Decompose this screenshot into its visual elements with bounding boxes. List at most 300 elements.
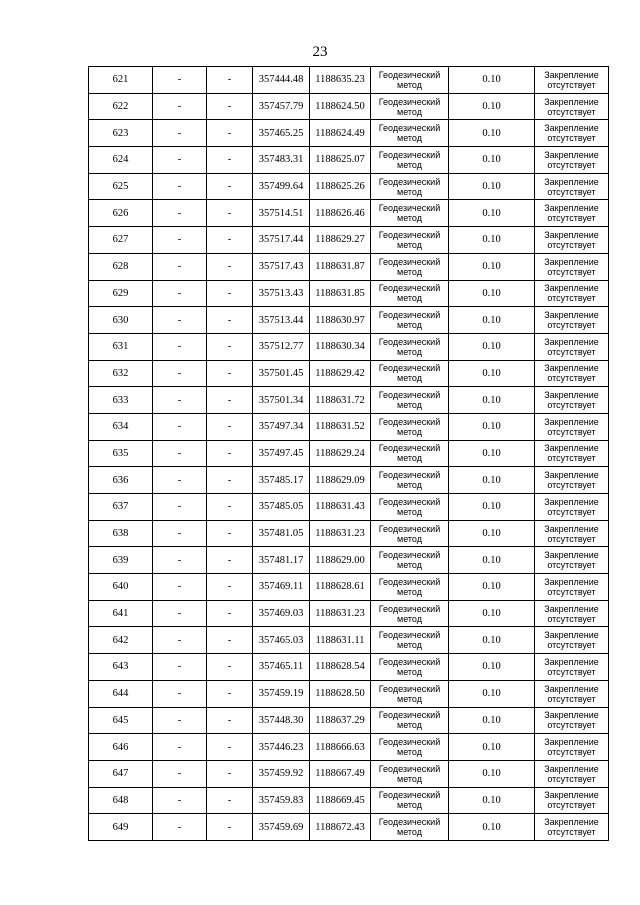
fixation-cell-line: отсутствует	[547, 239, 596, 250]
y-coordinate-cell: 1188630.34	[310, 333, 371, 360]
empty-cell: -	[153, 814, 207, 841]
method-cell-line: метод	[397, 79, 422, 90]
point-number-cell: 631	[89, 333, 153, 360]
empty-cell: -	[207, 734, 253, 761]
empty-cell: -	[207, 253, 253, 280]
method-cell	[371, 387, 449, 414]
table-row	[89, 93, 609, 120]
fixation-cell-line: Закрепление	[544, 470, 599, 481]
x-coordinate-cell: 357481.05	[253, 520, 310, 547]
fixation-cell-line: отсутствует	[547, 560, 596, 571]
fixation-cell-line: отсутствует	[547, 266, 596, 277]
fixation-cell	[535, 680, 609, 707]
method-cell-line: Геодезический	[378, 336, 441, 347]
method-cell-line: метод	[397, 320, 422, 331]
table-row	[89, 680, 609, 707]
empty-cell: -	[153, 67, 207, 94]
method-cell-line: метод	[397, 506, 422, 517]
table-row	[89, 574, 609, 601]
y-coordinate-cell: 1188631.72	[310, 387, 371, 414]
fixation-cell-line: Закрепление	[544, 763, 599, 774]
method-cell	[371, 227, 449, 254]
empty-cell: -	[207, 760, 253, 787]
empty-cell: -	[207, 627, 253, 654]
empty-cell: -	[153, 494, 207, 521]
method-cell	[371, 147, 449, 174]
method-cell	[371, 173, 449, 200]
fixation-cell	[535, 360, 609, 387]
method-cell	[371, 680, 449, 707]
y-coordinate-cell: 1188669.45	[310, 787, 371, 814]
fixation-cell-line: Закрепление	[544, 603, 599, 614]
method-cell-line: метод	[397, 560, 422, 571]
method-cell-line: метод	[397, 720, 422, 731]
accuracy-cell: 0.10	[449, 227, 535, 254]
empty-cell: -	[207, 147, 253, 174]
empty-cell: -	[207, 280, 253, 307]
fixation-cell-line: отсутствует	[547, 79, 596, 90]
method-cell-line: Геодезический	[378, 470, 441, 481]
empty-cell: -	[153, 253, 207, 280]
accuracy-cell: 0.10	[449, 707, 535, 734]
fixation-cell	[535, 707, 609, 734]
empty-cell: -	[207, 467, 253, 494]
empty-cell: -	[207, 440, 253, 467]
x-coordinate-cell: 357481.17	[253, 547, 310, 574]
y-coordinate-cell: 1188631.23	[310, 520, 371, 547]
empty-cell: -	[153, 413, 207, 440]
method-cell	[371, 574, 449, 601]
method-cell	[371, 360, 449, 387]
fixation-cell	[535, 307, 609, 334]
x-coordinate-cell: 357485.05	[253, 494, 310, 521]
point-number-cell: 649	[89, 814, 153, 841]
method-cell-line: метод	[397, 586, 422, 597]
x-coordinate-cell: 357444.48	[253, 67, 310, 94]
method-cell-line: Геодезический	[378, 550, 441, 561]
method-cell	[371, 440, 449, 467]
fixation-cell-line: Закрепление	[544, 390, 599, 401]
fixation-cell	[535, 520, 609, 547]
method-cell	[371, 734, 449, 761]
point-number-cell: 637	[89, 494, 153, 521]
accuracy-cell: 0.10	[449, 280, 535, 307]
method-cell-line: Геодезический	[378, 149, 441, 160]
x-coordinate-cell: 357457.79	[253, 93, 310, 120]
method-cell-line: Геодезический	[378, 363, 441, 374]
point-number-cell: 634	[89, 413, 153, 440]
fixation-cell-line: отсутствует	[547, 827, 596, 838]
method-cell-line: метод	[397, 346, 422, 357]
method-cell-line: метод	[397, 773, 422, 784]
empty-cell: -	[153, 680, 207, 707]
accuracy-cell: 0.10	[449, 147, 535, 174]
fixation-cell-line: Закрепление	[544, 496, 599, 507]
accuracy-cell: 0.10	[449, 680, 535, 707]
point-number-cell: 632	[89, 360, 153, 387]
fixation-cell-line: отсутствует	[547, 213, 596, 224]
method-cell	[371, 467, 449, 494]
method-cell	[371, 93, 449, 120]
method-cell-line: Геодезический	[378, 496, 441, 507]
point-number-cell: 641	[89, 600, 153, 627]
x-coordinate-cell: 357459.19	[253, 680, 310, 707]
method-cell-line: Геодезический	[378, 817, 441, 828]
empty-cell: -	[207, 200, 253, 227]
method-cell-line: Геодезический	[378, 737, 441, 748]
method-cell-line: метод	[397, 266, 422, 277]
fixation-cell-line: Закрепление	[544, 69, 599, 80]
empty-cell: -	[153, 333, 207, 360]
fixation-cell-line: отсутствует	[547, 400, 596, 411]
fixation-cell-line: отсутствует	[547, 133, 596, 144]
table-row	[89, 627, 609, 654]
empty-cell: -	[153, 787, 207, 814]
fixation-cell-line: Закрепление	[544, 817, 599, 828]
y-coordinate-cell: 1188625.07	[310, 147, 371, 174]
method-cell-line: Геодезический	[378, 256, 441, 267]
table-row	[89, 760, 609, 787]
fixation-cell	[535, 627, 609, 654]
point-number-cell: 630	[89, 307, 153, 334]
method-cell-line: метод	[397, 400, 422, 411]
fixation-cell	[535, 574, 609, 601]
fixation-cell	[535, 253, 609, 280]
method-cell	[371, 707, 449, 734]
fixation-cell	[535, 494, 609, 521]
method-cell-line: метод	[397, 613, 422, 624]
empty-cell: -	[153, 120, 207, 147]
method-cell	[371, 654, 449, 681]
fixation-cell-line: отсутствует	[547, 773, 596, 784]
fixation-cell-line: отсутствует	[547, 533, 596, 544]
x-coordinate-cell: 357485.17	[253, 467, 310, 494]
table-row	[89, 787, 609, 814]
accuracy-cell: 0.10	[449, 200, 535, 227]
point-number-cell: 636	[89, 467, 153, 494]
y-coordinate-cell: 1188629.24	[310, 440, 371, 467]
table-row	[89, 67, 609, 94]
method-cell-line: Геодезический	[378, 790, 441, 801]
fixation-cell-line: Закрепление	[544, 363, 599, 374]
method-cell	[371, 520, 449, 547]
empty-cell: -	[207, 93, 253, 120]
fixation-cell-line: отсутствует	[547, 453, 596, 464]
y-coordinate-cell: 1188629.09	[310, 467, 371, 494]
fixation-cell	[535, 280, 609, 307]
table-row	[89, 520, 609, 547]
fixation-cell	[535, 440, 609, 467]
y-coordinate-cell: 1188628.50	[310, 680, 371, 707]
fixation-cell-line: отсутствует	[547, 426, 596, 437]
table-row	[89, 200, 609, 227]
y-coordinate-cell: 1188631.52	[310, 413, 371, 440]
accuracy-cell: 0.10	[449, 574, 535, 601]
method-cell-line: Геодезический	[378, 683, 441, 694]
y-coordinate-cell: 1188628.61	[310, 574, 371, 601]
x-coordinate-cell: 357501.34	[253, 387, 310, 414]
fixation-cell	[535, 120, 609, 147]
accuracy-cell: 0.10	[449, 173, 535, 200]
fixation-cell-line: Закрепление	[544, 256, 599, 267]
x-coordinate-cell: 357517.44	[253, 227, 310, 254]
x-coordinate-cell: 357483.31	[253, 147, 310, 174]
fixation-cell-line: Закрепление	[544, 416, 599, 427]
x-coordinate-cell: 357497.45	[253, 440, 310, 467]
fixation-cell-line: Закрепление	[544, 550, 599, 561]
method-cell	[371, 67, 449, 94]
fixation-cell-line: Закрепление	[544, 176, 599, 187]
fixation-cell-line: отсутствует	[547, 613, 596, 624]
fixation-cell-line: Закрепление	[544, 683, 599, 694]
fixation-cell-line: Закрепление	[544, 523, 599, 534]
table-row	[89, 120, 609, 147]
method-cell	[371, 120, 449, 147]
fixation-cell	[535, 93, 609, 120]
empty-cell: -	[153, 173, 207, 200]
fixation-cell-line: Закрепление	[544, 443, 599, 454]
point-number-cell: 638	[89, 520, 153, 547]
x-coordinate-cell: 357465.25	[253, 120, 310, 147]
table-row	[89, 387, 609, 414]
fixation-cell	[535, 333, 609, 360]
coordinates-table	[88, 66, 609, 841]
point-number-cell: 627	[89, 227, 153, 254]
point-number-cell: 647	[89, 760, 153, 787]
fixation-cell	[535, 734, 609, 761]
y-coordinate-cell: 1188629.00	[310, 547, 371, 574]
method-cell-line: Геодезический	[378, 390, 441, 401]
accuracy-cell: 0.10	[449, 333, 535, 360]
empty-cell: -	[153, 547, 207, 574]
method-cell-line: Геодезический	[378, 229, 441, 240]
method-cell-line: метод	[397, 666, 422, 677]
fixation-cell-line: отсутствует	[547, 106, 596, 117]
fixation-cell-line: Закрепление	[544, 790, 599, 801]
fixation-cell-line: отсутствует	[547, 320, 596, 331]
empty-cell: -	[153, 627, 207, 654]
fixation-cell-line: отсутствует	[547, 186, 596, 197]
method-cell	[371, 413, 449, 440]
table-row	[89, 280, 609, 307]
empty-cell: -	[153, 147, 207, 174]
fixation-cell-line: Закрепление	[544, 576, 599, 587]
method-cell-line: Геодезический	[378, 310, 441, 321]
empty-cell: -	[153, 200, 207, 227]
empty-cell: -	[207, 67, 253, 94]
method-cell-line: метод	[397, 453, 422, 464]
method-cell-line: метод	[397, 827, 422, 838]
x-coordinate-cell: 357448.30	[253, 707, 310, 734]
page-number: 23	[312, 44, 328, 60]
point-number-cell: 640	[89, 574, 153, 601]
empty-cell: -	[207, 494, 253, 521]
accuracy-cell: 0.10	[449, 760, 535, 787]
empty-cell: -	[207, 333, 253, 360]
method-cell-line: метод	[397, 373, 422, 384]
empty-cell: -	[153, 654, 207, 681]
point-number-cell: 624	[89, 147, 153, 174]
method-cell-line: Геодезический	[378, 69, 441, 80]
method-cell-line: метод	[397, 747, 422, 758]
table-row	[89, 147, 609, 174]
point-number-cell: 628	[89, 253, 153, 280]
y-coordinate-cell: 1188630.97	[310, 307, 371, 334]
x-coordinate-cell: 357469.11	[253, 574, 310, 601]
fixation-cell	[535, 787, 609, 814]
point-number-cell: 646	[89, 734, 153, 761]
point-number-cell: 629	[89, 280, 153, 307]
method-cell	[371, 280, 449, 307]
fixation-cell	[535, 654, 609, 681]
method-cell	[371, 494, 449, 521]
empty-cell: -	[207, 680, 253, 707]
method-cell-line: Геодезический	[378, 176, 441, 187]
table-row	[89, 600, 609, 627]
fixation-cell-line: отсутствует	[547, 720, 596, 731]
y-coordinate-cell: 1188628.54	[310, 654, 371, 681]
y-coordinate-cell: 1188672.43	[310, 814, 371, 841]
fixation-cell-line: Закрепление	[544, 229, 599, 240]
empty-cell: -	[207, 360, 253, 387]
point-number-cell: 626	[89, 200, 153, 227]
y-coordinate-cell: 1188667.49	[310, 760, 371, 787]
method-cell-line: Геодезический	[378, 603, 441, 614]
point-number-cell: 644	[89, 680, 153, 707]
y-coordinate-cell: 1188631.43	[310, 494, 371, 521]
empty-cell: -	[153, 520, 207, 547]
fixation-cell-line: отсутствует	[547, 800, 596, 811]
method-cell	[371, 627, 449, 654]
method-cell-line: Геодезический	[378, 656, 441, 667]
table-body	[89, 67, 609, 841]
point-number-cell: 625	[89, 173, 153, 200]
point-number-cell: 639	[89, 547, 153, 574]
point-number-cell: 621	[89, 67, 153, 94]
empty-cell: -	[207, 120, 253, 147]
y-coordinate-cell: 1188625.26	[310, 173, 371, 200]
method-cell	[371, 814, 449, 841]
empty-cell: -	[207, 787, 253, 814]
x-coordinate-cell: 357501.45	[253, 360, 310, 387]
accuracy-cell: 0.10	[449, 600, 535, 627]
table-row	[89, 707, 609, 734]
empty-cell: -	[153, 467, 207, 494]
fixation-cell-line: Закрепление	[544, 737, 599, 748]
y-coordinate-cell: 1188629.42	[310, 360, 371, 387]
empty-cell: -	[153, 387, 207, 414]
table-row	[89, 494, 609, 521]
point-number-cell: 645	[89, 707, 153, 734]
accuracy-cell: 0.10	[449, 520, 535, 547]
method-cell-line: метод	[397, 213, 422, 224]
point-number-cell: 623	[89, 120, 153, 147]
x-coordinate-cell: 357514.51	[253, 200, 310, 227]
empty-cell: -	[153, 280, 207, 307]
table-row	[89, 440, 609, 467]
x-coordinate-cell: 357497.34	[253, 413, 310, 440]
table-row	[89, 253, 609, 280]
accuracy-cell: 0.10	[449, 734, 535, 761]
x-coordinate-cell: 357469.03	[253, 600, 310, 627]
x-coordinate-cell: 357465.03	[253, 627, 310, 654]
fixation-cell	[535, 413, 609, 440]
y-coordinate-cell: 1188631.23	[310, 600, 371, 627]
x-coordinate-cell: 357446.23	[253, 734, 310, 761]
table-row	[89, 547, 609, 574]
method-cell-line: Геодезический	[378, 630, 441, 641]
accuracy-cell: 0.10	[449, 814, 535, 841]
empty-cell: -	[153, 707, 207, 734]
method-cell-line: метод	[397, 640, 422, 651]
y-coordinate-cell: 1188637.29	[310, 707, 371, 734]
accuracy-cell: 0.10	[449, 307, 535, 334]
empty-cell: -	[153, 734, 207, 761]
x-coordinate-cell: 357499.64	[253, 173, 310, 200]
accuracy-cell: 0.10	[449, 547, 535, 574]
empty-cell: -	[153, 307, 207, 334]
method-cell	[371, 787, 449, 814]
empty-cell: -	[207, 547, 253, 574]
empty-cell: -	[153, 440, 207, 467]
table-row	[89, 467, 609, 494]
method-cell-line: Геодезический	[378, 123, 441, 134]
method-cell	[371, 760, 449, 787]
fixation-cell-line: отсутствует	[547, 640, 596, 651]
fixation-cell	[535, 387, 609, 414]
method-cell-line: Геодезический	[378, 523, 441, 534]
method-cell-line: метод	[397, 133, 422, 144]
fixation-cell-line: отсутствует	[547, 506, 596, 517]
empty-cell: -	[207, 307, 253, 334]
method-cell-line: Геодезический	[378, 283, 441, 294]
y-coordinate-cell: 1188629.27	[310, 227, 371, 254]
fixation-cell-line: Закрепление	[544, 283, 599, 294]
accuracy-cell: 0.10	[449, 387, 535, 414]
x-coordinate-cell: 357459.69	[253, 814, 310, 841]
x-coordinate-cell: 357513.43	[253, 280, 310, 307]
empty-cell: -	[207, 814, 253, 841]
y-coordinate-cell: 1188631.11	[310, 627, 371, 654]
y-coordinate-cell: 1188631.85	[310, 280, 371, 307]
x-coordinate-cell: 357512.77	[253, 333, 310, 360]
method-cell	[371, 547, 449, 574]
empty-cell: -	[207, 574, 253, 601]
method-cell-line: метод	[397, 426, 422, 437]
accuracy-cell: 0.10	[449, 627, 535, 654]
x-coordinate-cell: 357459.83	[253, 787, 310, 814]
method-cell	[371, 253, 449, 280]
empty-cell: -	[153, 360, 207, 387]
fixation-cell	[535, 67, 609, 94]
fixation-cell-line: отсутствует	[547, 693, 596, 704]
accuracy-cell: 0.10	[449, 360, 535, 387]
method-cell-line: Геодезический	[378, 416, 441, 427]
method-cell-line: метод	[397, 239, 422, 250]
fixation-cell-line: отсутствует	[547, 373, 596, 384]
fixation-cell	[535, 147, 609, 174]
method-cell	[371, 200, 449, 227]
point-number-cell: 633	[89, 387, 153, 414]
empty-cell: -	[207, 600, 253, 627]
empty-cell: -	[207, 413, 253, 440]
x-coordinate-cell: 357513.44	[253, 307, 310, 334]
fixation-cell	[535, 547, 609, 574]
empty-cell: -	[153, 227, 207, 254]
table-row	[89, 333, 609, 360]
accuracy-cell: 0.10	[449, 467, 535, 494]
point-number-cell: 643	[89, 654, 153, 681]
